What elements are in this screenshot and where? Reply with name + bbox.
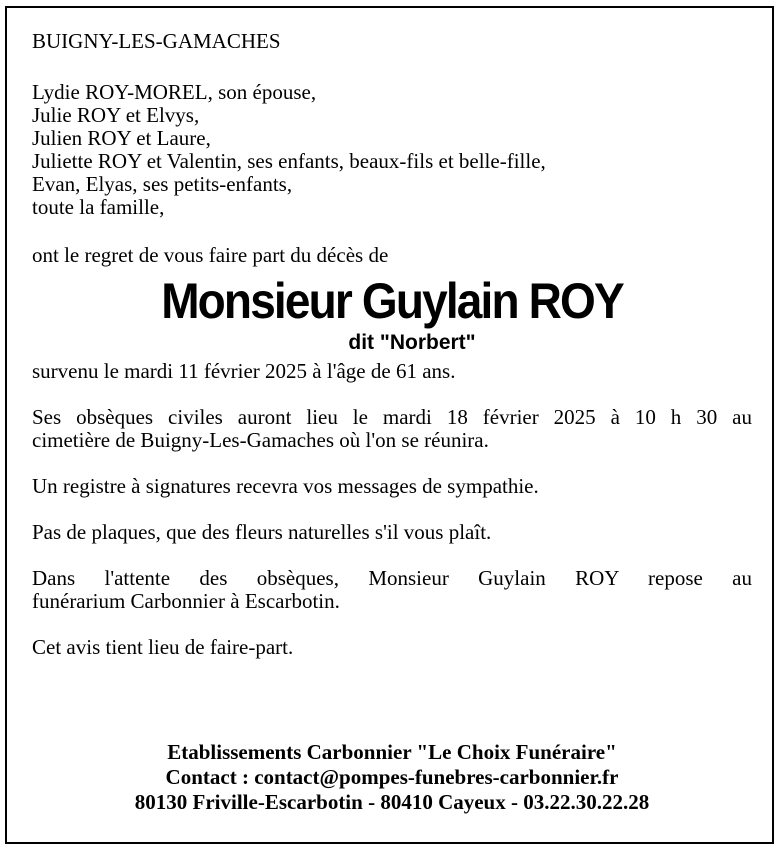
town-heading: BUIGNY-LES-GAMACHES [32,29,281,53]
deceased-nickname: dit "Norbert" [348,331,476,354]
family-line: toute la famille, [32,195,165,219]
death-details: survenu le mardi 11 février 2025 à l'âge de 61 ans. [32,359,456,383]
family-line: Julien ROY et Laure, [32,126,211,150]
funeral-home-address: 80130 Friville-Escarbotin - 80410 Cayeux - 03.22.30.22.28 [134,790,650,814]
resting-line: funérarium Carbonnier à Escarbotin. [32,589,340,613]
regret-announcement: ont le regret de vous faire part du décès de [32,243,389,267]
registry-note: Un registre à signatures recevra vos messages de sympathie. [32,474,539,498]
family-list [32,81,752,219]
obituary-notice [32,30,752,659]
family-line: Lydie ROY-MOREL, son épouse, [32,80,317,104]
family-line: Juliette ROY et Valentin, ses enfants, beaux-fils et belle-fille, [32,149,546,173]
funeral-line: Ses obsèques civiles auront lieu le mardi 18 février 2025 à 10 h 30 au [32,405,752,429]
funeral-line: cimetière de Buigny-Les-Gamaches où l'on se réunira. [32,428,489,452]
funeral-home-footer [5,740,779,815]
deceased-name: Monsieur Guylain ROY [161,273,623,329]
funeral-details [32,406,752,452]
family-line: Evan, Elyas, ses petits-enfants, [32,172,293,196]
flowers-note: Pas de plaques, que des fleurs naturelles s'il vous plaît. [32,520,492,544]
family-line: Julie ROY et Elvys, [32,103,200,127]
resting-line: Dans l'attente des obsèques, Monsieur Guylain ROY repose au [32,566,752,590]
closing-note: Cet avis tient lieu de faire-part. [32,635,294,659]
funeral-home-contact: Contact : contact@pompes-funebres-carbonnier.fr [165,765,619,789]
funeral-home-name: Etablissements Carbonnier "Le Choix Funéraire" [167,740,617,764]
resting-place [32,567,752,613]
